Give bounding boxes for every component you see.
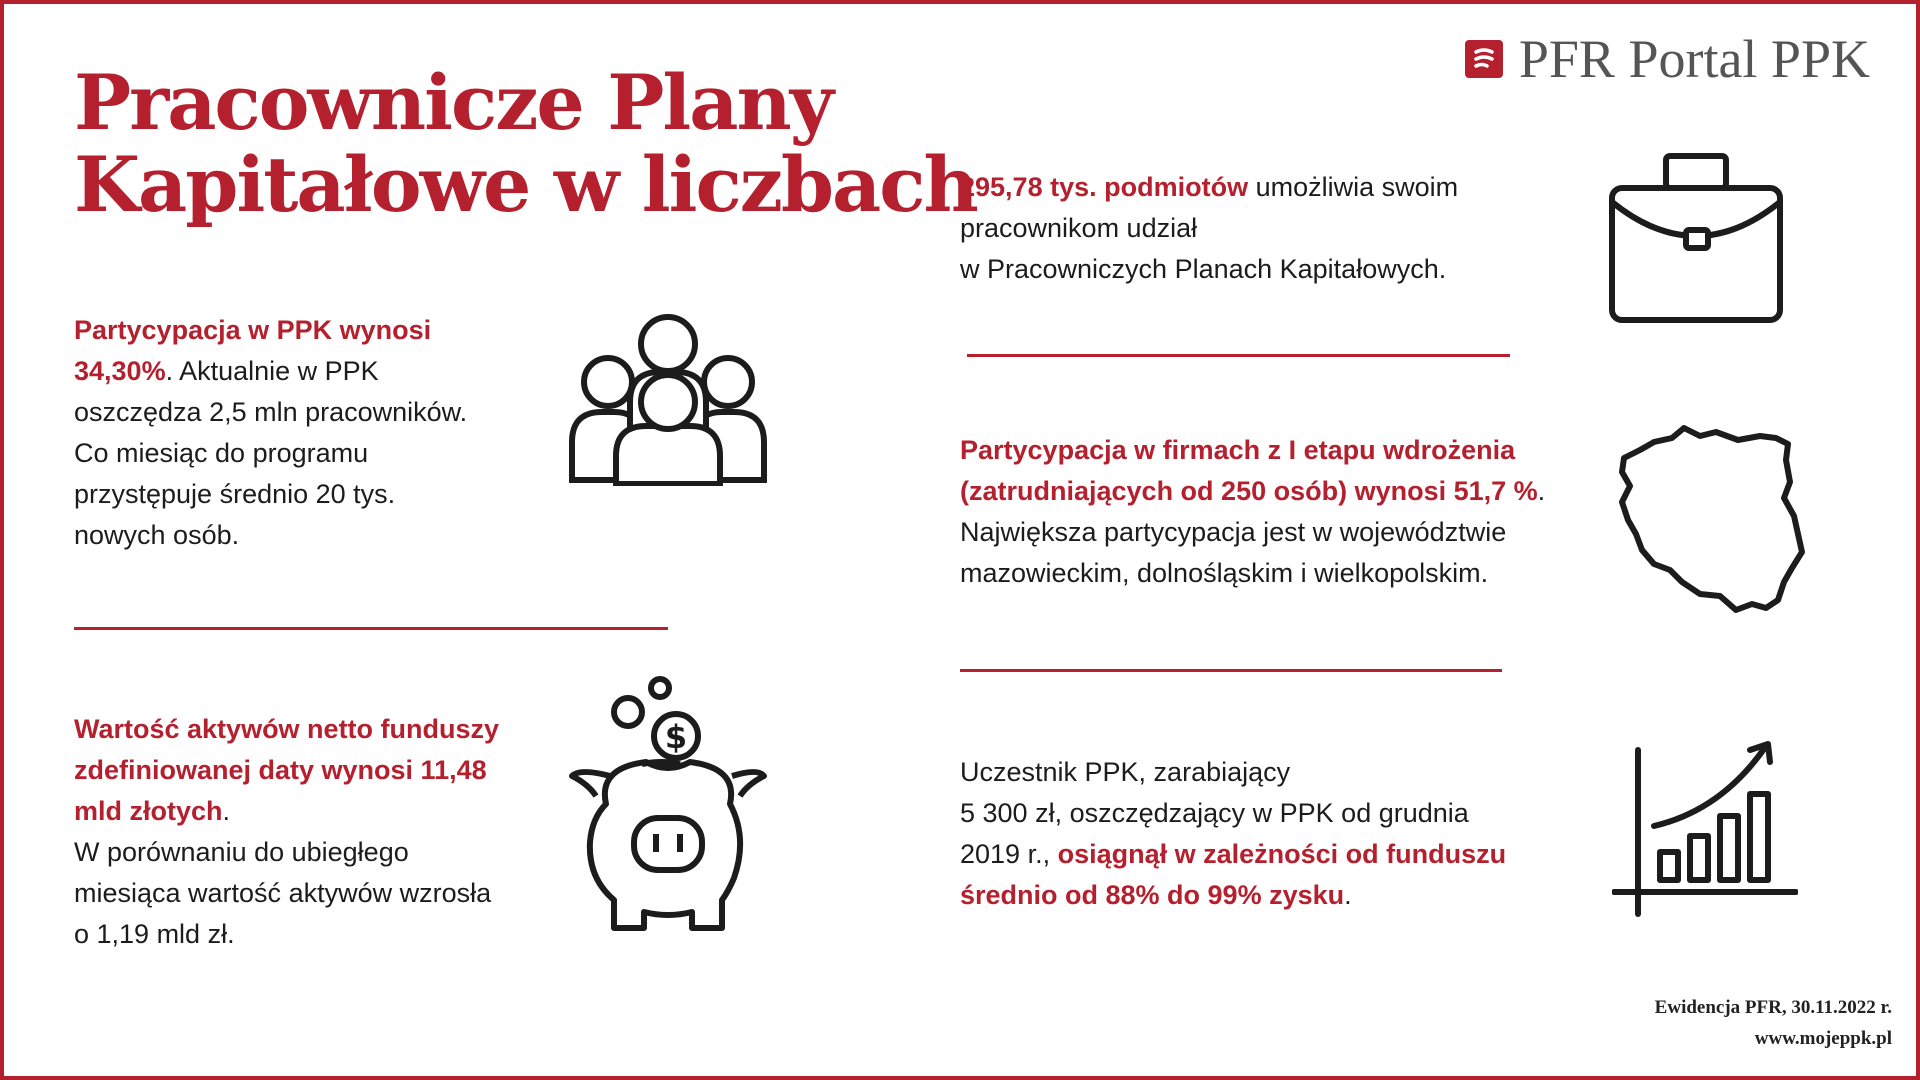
divider-right-bottom (960, 669, 1502, 672)
page-title (74, 58, 977, 229)
participation-text-1: . Aktualnie w PPK (165, 356, 379, 386)
profit-highlight-2: średnio od 88% do 99% zysku (960, 880, 1345, 910)
brand-logo (1465, 28, 1870, 90)
profit-highlight-1: osiągnął w zależności od funduszu (1057, 839, 1507, 869)
regions-text-2: mazowieckim, dolnośląskim i wielkopolskim. (960, 558, 1489, 588)
title-line-2: Kapitałowe w liczbach (74, 140, 977, 229)
source-note (1655, 992, 1892, 1054)
participation-text-3: Co miesiąc do programu (74, 438, 369, 468)
profit-text-3: 2019 r., (960, 839, 1058, 869)
poland-map-icon (1614, 424, 1816, 624)
people-group-icon (566, 310, 770, 486)
growth-chart-icon (1612, 740, 1798, 918)
regions-text-1: Największa partycypacja jest w województwie (960, 517, 1507, 547)
entities-highlight: 295,78 tys. podmiotów (960, 172, 1249, 202)
entities-text-3: w Pracowniczych Planach Kapitałowych. (960, 254, 1447, 284)
participation-text-2: oszczędza 2,5 mln pracowników. (74, 397, 468, 427)
title-line-1: Pracownicze Plany (74, 58, 832, 147)
profit-text-1: Uczestnik PPK, zarabiający (960, 757, 1291, 787)
divider-right-top (967, 354, 1510, 357)
assets-highlight-3: mld złotych (74, 796, 223, 826)
assets-text-0: . (222, 796, 231, 826)
pfr-logo-icon (1465, 40, 1503, 78)
entities-block (960, 167, 1560, 290)
participation-block (74, 310, 544, 556)
assets-text-2: miesiąca wartość aktywów wzrosła (74, 878, 492, 908)
assets-block (74, 709, 574, 955)
regions-highlight-2: (zatrudniających od 250 osób) wynosi 51,7 % (960, 476, 1538, 506)
entities-text-2: pracownikom udział (960, 213, 1198, 243)
participation-text-5: nowych osób. (74, 520, 240, 550)
assets-highlight-2: zdefiniowanej daty wynosi 11,48 (74, 755, 487, 785)
source-line-1: Ewidencja PFR, 30.11.2022 r. (1654, 997, 1892, 1018)
participation-text-4: przystępuje średnio 20 tys. (74, 479, 396, 509)
profit-text-4: . (1344, 880, 1352, 910)
brand-name: PFR Portal PPK (1518, 29, 1870, 89)
entities-text-1: umożliwia swoim (1248, 172, 1459, 202)
piggy-bank-icon (566, 672, 770, 936)
assets-text-3: o 1,19 mld zł. (74, 919, 235, 949)
briefcase-icon (1606, 150, 1786, 326)
profit-block (960, 752, 1600, 916)
source-website: www.mojeppk.pl (1754, 1028, 1892, 1049)
participation-highlight-1: Partycypacja w PPK wynosi (74, 315, 432, 345)
profit-text-2: 5 300 zł, oszczędzający w PPK od grudnia (960, 798, 1469, 828)
svg-text:$: $ (664, 718, 688, 756)
divider-left (74, 627, 668, 630)
assets-highlight-1: Wartość aktywów netto funduszy (74, 714, 500, 744)
participation-highlight-2: 34,30% (74, 356, 166, 386)
regions-block (960, 430, 1600, 594)
regions-highlight-1: Partycypacja w firmach z I etapu wdrożenia (960, 435, 1516, 465)
assets-text-1: W porównaniu do ubiegłego (74, 837, 409, 867)
regions-text-0: . (1537, 476, 1546, 506)
